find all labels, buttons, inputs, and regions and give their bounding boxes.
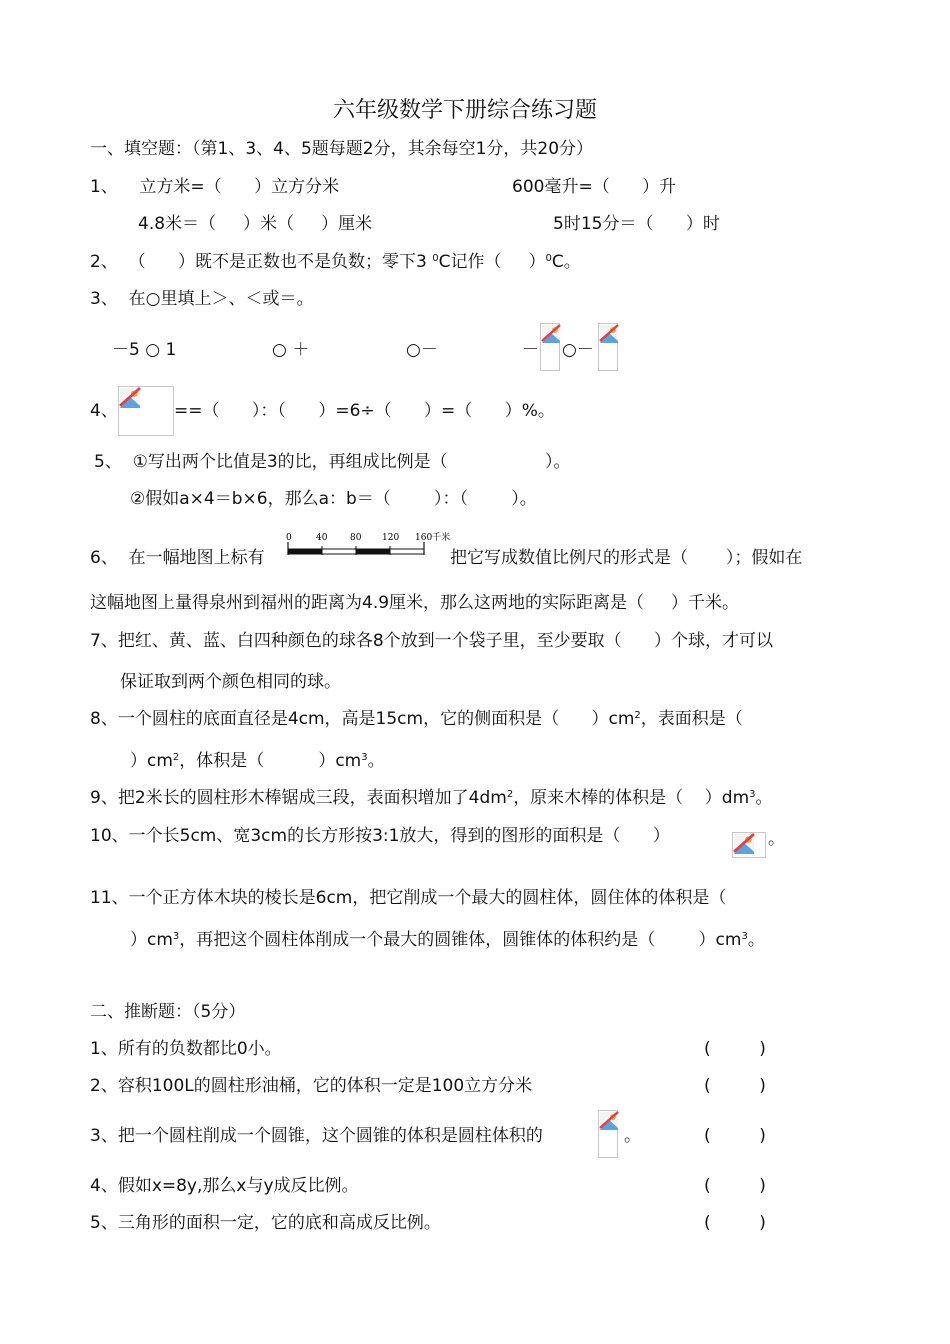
judge-item-3: 3、把一个圆柱削成一个圆锥，这个圆锥的体积是圆柱体积的 (90, 1126, 543, 1146)
broken-image-icon (118, 386, 174, 436)
q3-compare-1: －5 ○ 1 (112, 340, 177, 360)
scale-tick-label: 120 (382, 533, 400, 543)
q7-text-b: 保证取到两个颜色相同的球。 (120, 672, 341, 692)
scale-tick-label: 0 (286, 533, 292, 543)
answer-paren: ( ) (704, 1176, 766, 1196)
answer-paren: ( ) (704, 1039, 766, 1059)
q5-part-1: 5、 ①写出两个比值是3的比，再组成比例是（ ）。 (94, 452, 571, 472)
q10-text: 10、一个长5cm、宽3cm的长方形按3:1放大，得到的图形的面积是（ ） (90, 826, 670, 846)
scale-tick-label: 40 (316, 533, 328, 543)
page-title: 六年级数学下册综合练习题 (333, 98, 598, 123)
answer-paren: ( ) (704, 1126, 766, 1146)
q1-part-b: 600毫升=（ ）升 (512, 177, 677, 197)
judge-item-3-end: 。 (624, 1126, 641, 1146)
q4-number: 4、 (90, 401, 118, 421)
q3-compare-4-b: ○－ (562, 340, 594, 360)
section2-heading: 二、推断题：（5分） (90, 1002, 246, 1022)
map-scale-bar (284, 528, 451, 562)
q6-text-c: 这幅地图上量得泉州到福州的距离为4.9厘米，那么这两地的实际距离是（ ）千米。 (90, 593, 740, 613)
q3-compare-3: ○－ (406, 340, 438, 360)
q6-text-b: 把它写成数值比例尺的形式是（ ）；假如在 (450, 548, 803, 568)
q2-text: 2、 （ ）既不是正数也不是负数；零下3 $^0$C记作（ ）$^0$C。 (90, 252, 581, 272)
q3-compare-2: ○ ＋ (272, 340, 310, 360)
answer-paren: ( ) (704, 1213, 766, 1233)
q5-part-2: ②假如a×4＝b×6，那么a：b＝（ ）：（ ）。 (130, 489, 537, 509)
scale-tick-label: 80 (350, 533, 362, 543)
q4-text: ==（ ）：（ ）=6÷（ ）=（ ）%。 (174, 401, 555, 421)
broken-image-icon (540, 323, 560, 371)
section1-heading: 一、填空题：（第1、3、4、5题每题2分，其余每空1分，共20分） (90, 139, 594, 159)
q6-text-a: 6、 在一幅地图上标有 (90, 548, 265, 568)
broken-image-icon (598, 1110, 618, 1158)
scale-tick-label: 160千米 (415, 533, 451, 543)
judge-item-2: 2、容积100L的圆柱形油桶，它的体积一定是100立方分米 (90, 1076, 533, 1096)
broken-image-icon (598, 323, 618, 371)
judge-item-5: 5、三角形的面积一定，它的底和高成反比例。 (90, 1213, 441, 1233)
q3-compare-4-a: － (522, 340, 539, 360)
broken-image-icon (732, 832, 766, 858)
judge-item-1: 1、所有的负数都比0小。 (90, 1039, 282, 1059)
q1-part-a: 1、 立方米=（ ）立方分米 (90, 177, 340, 197)
answer-paren: ( ) (704, 1076, 766, 1096)
q1-part-c: 4.8米＝（ ）米（ ）厘米 (138, 214, 373, 234)
q7-text-a: 7、把红、黄、蓝、白四种颜色的球各8个放到一个袋子里，至少要取（ ）个球，才可以 (90, 631, 774, 651)
judge-item-4: 4、假如x=8y,那么x与y成反比例。 (90, 1176, 359, 1196)
q10-end: 。 (768, 829, 785, 849)
q1-part-d: 5时15分＝（ ）时 (553, 214, 720, 234)
q11-text-a: 11、一个正方体木块的棱长是6cm，把它削成一个最大的圆柱体，圆住体的体积是（ (90, 888, 727, 908)
q3-text: 3、 在○里填上＞、＜或＝。 (90, 289, 314, 309)
q9-text: 9、把2米长的圆柱形木棒锯成三段，表面积增加了$4dm^2$，原来木棒的体积是（ ）$dm^3$。 (90, 788, 773, 808)
q8-text-a: 8、一个圆柱的底面直径是4cm，高是15cm，它的侧面积是（ ）$cm^2$，表面积是（ (90, 709, 743, 729)
q8-text-b: ）$cm^2$，体积是（ ）$cm^3$。 (130, 751, 385, 771)
q11-text-b: ）$cm^3$，再把这个圆柱体削成一个最大的圆锥体，圆锥体的体积约是（ ）$cm^3$。 (130, 930, 765, 950)
